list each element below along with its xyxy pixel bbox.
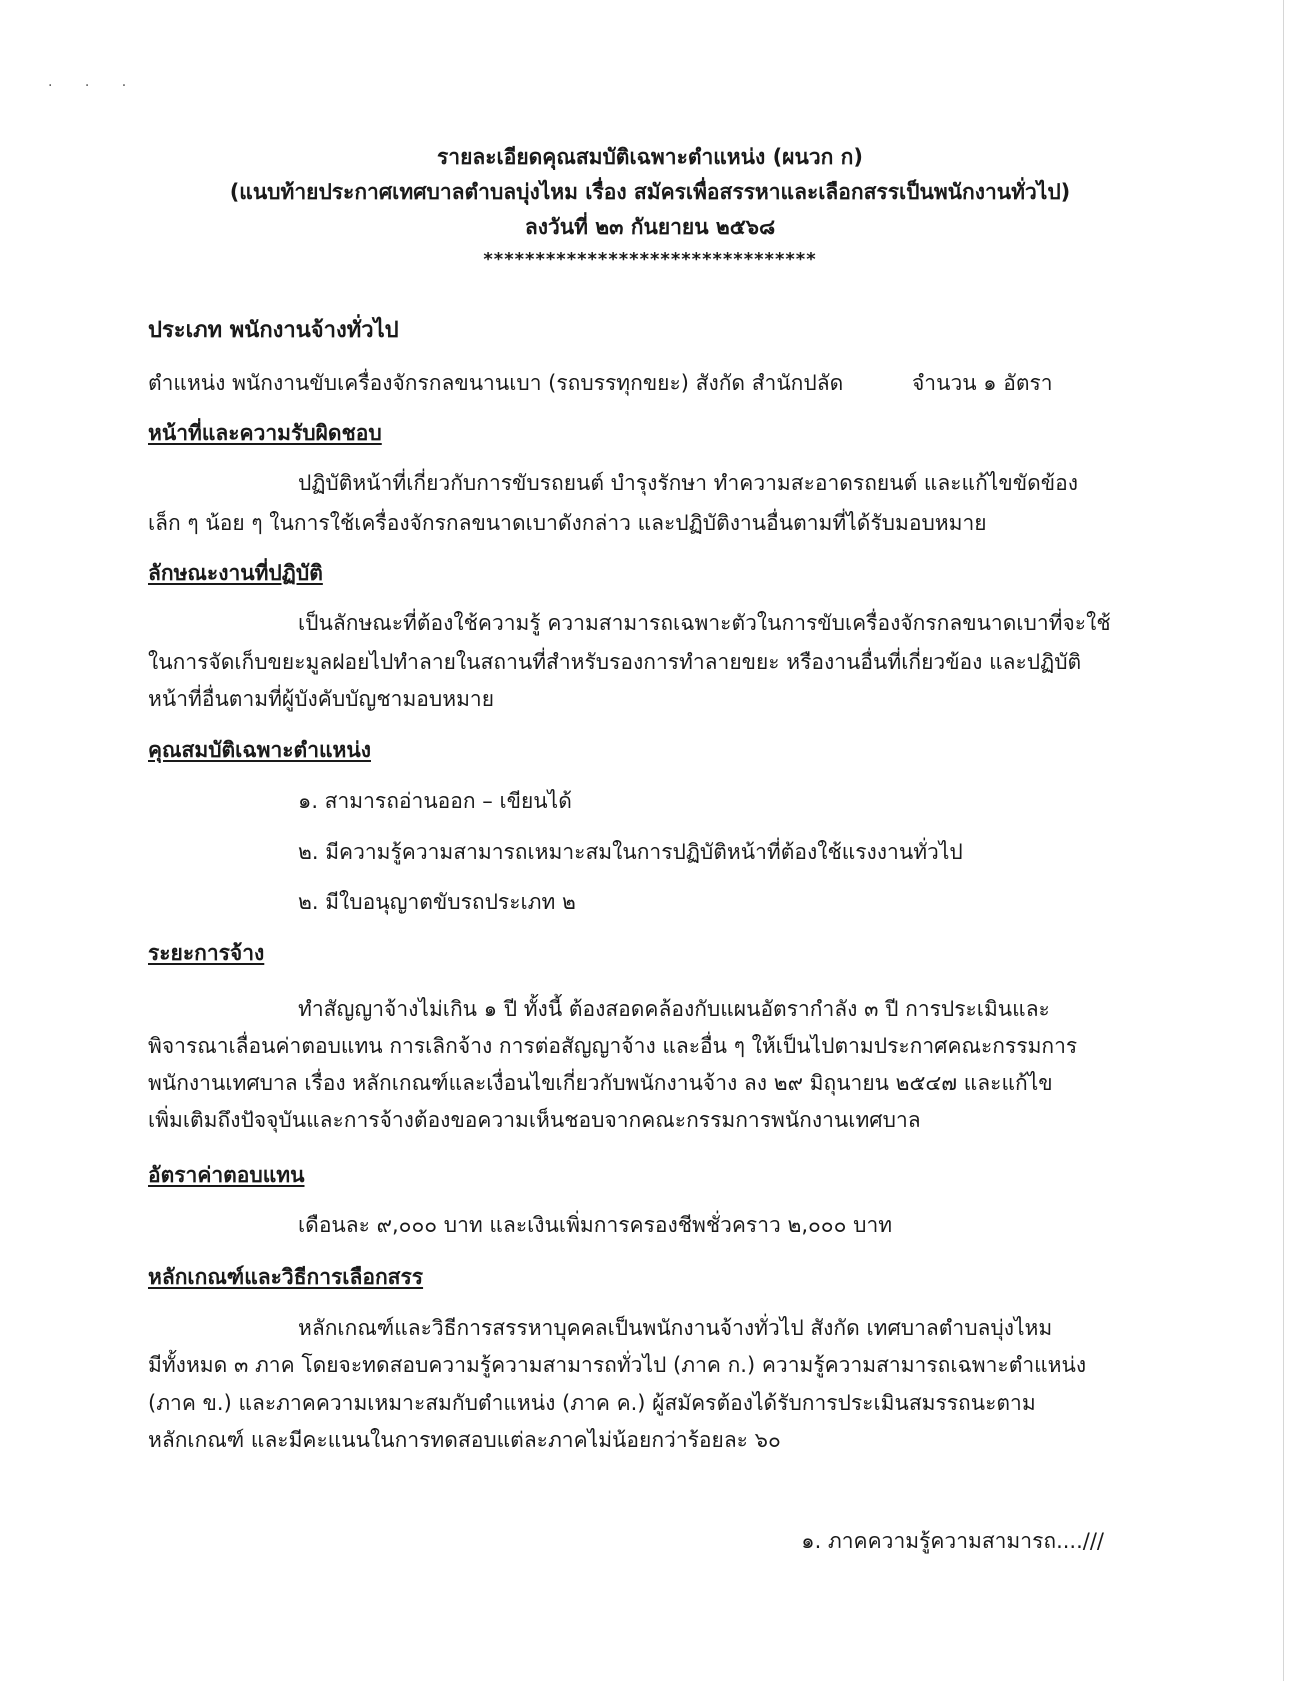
work-nature-line-3: หน้าที่อื่นตามที่ผู้บังคับบัญชามอบหมาย xyxy=(148,687,495,711)
selection-line-2: มีทั้งหมด ๓ ภาค โดยจะทดสอบความรู้ความสามารถทั่วไป (ภาค ก.) ความรู้ความสามารถเฉพาะตำแหน่ง xyxy=(148,1353,1087,1377)
employment-period-line-3: พนักงานเทศบาล เรื่อง หลักเกณฑ์และเงื่อนไขเกี่ยวกับพนักงานจ้าง ลง ๒๙ มิถุนายน ๒๕๔๗ และแก้ไข xyxy=(148,1071,1053,1095)
employment-period-line-1: ทำสัญญาจ้างไม่เกิน ๑ ปี ทั้งนี้ ต้องสอดคล้องกับแผนอัตรากำลัง ๓ ปี การประเมินและ xyxy=(298,997,1050,1021)
employment-period-line-4: เพิ่มเติมถึงปัจจุบันและการจ้างต้องขอความเห็นชอบจากคณะกรรมการพนักงานเทศบาล xyxy=(148,1108,921,1132)
position-line: ตำแหน่ง พนักงานขับเครื่องจักรกลขนานเบา (รถบรรทุกขยะ) สังกัด สำนักปลัด xyxy=(148,371,844,395)
compensation-heading: อัตราค่าตอบแทน xyxy=(148,1163,305,1187)
header-separator: ******************************** xyxy=(483,249,817,270)
employment-period-heading: ระยะการจ้าง xyxy=(148,941,265,965)
document-subtitle: (แนบท้ายประกาศเทศบาลตำบลบุ่งไหม เรื่อง สมัครเพื่อสรรหาและเลือกสรรเป็นพนักงานทั่วไป) xyxy=(229,180,1071,204)
selection-line-1: หลักเกณฑ์และวิธีการสรรหาบุคคลเป็นพนักงานจ้างทั่วไป สังกัด เทศบาลตำบลบุ่งไหม xyxy=(298,1316,1053,1340)
selection-line-3: (ภาค ข.) และภาคความเหมาะสมกับตำแหน่ง (ภาค ค.) ผู้สมัครต้องได้รับการประเมินสมรรถนะตาม xyxy=(148,1391,1036,1415)
duties-line-1: ปฏิบัติหน้าที่เกี่ยวกับการขับรถยนต์ บำรุงรักษา ทำความสะอาดรถยนต์ และแก้ไขขัดข้อง xyxy=(298,471,1078,495)
qualification-item: ๒. มีความรู้ความสามารถเหมาะสมในการปฏิบัติหน้าที่ต้องใช้แรงงานทั่วไป xyxy=(298,840,963,864)
document-date: ลงวันที่ ๒๓ กันยายน ๒๕๖๘ xyxy=(524,215,776,239)
qualification-item: ๑. สามารถอ่านออก – เขียนได้ xyxy=(298,789,572,813)
duties-line-2: เล็ก ๆ น้อย ๆ ในการใช้เครื่องจักรกลขนาดเบาดังกล่าว และปฏิบัติงานอื่นตามที่ได้รับมอบหมาย xyxy=(148,511,987,535)
work-nature-line-2: ในการจัดเก็บขยะมูลฝอยไปทำลายในสถานที่สำหรับรองการทำลายขยะ หรืองานอื่นที่เกี่ยวข้อง และปฏิบัติ xyxy=(148,650,1082,674)
selection-heading: หลักเกณฑ์และวิธีการเลือกสรร xyxy=(148,1265,424,1289)
compensation-line: เดือนละ ๙,๐๐๐ บาท และเงินเพิ่มการครองชีพชั่วคราว ๒,๐๐๐ บาท xyxy=(298,1213,893,1237)
continuation-note: ๑. ภาคความรู้ความสามารถ..../// xyxy=(801,1529,1104,1553)
employee-type: ประเภท พนักงานจ้างทั่วไป xyxy=(148,318,399,343)
work-nature-heading: ลักษณะงานที่ปฏิบัติ xyxy=(148,561,323,585)
qualifications-heading: คุณสมบัติเฉพาะตำแหน่ง xyxy=(148,738,371,762)
employment-period-line-2: พิจารณาเลื่อนค่าตอบแทน การเลิกจ้าง การต่อสัญญาจ้าง และอื่น ๆ ให้เป็นไปตามประกาศคณะกรรมการ xyxy=(148,1034,1078,1058)
document-title: รายละเอียดคุณสมบัติเฉพาะตำแหน่ง (ผนวก ก) xyxy=(437,145,863,169)
selection-line-4: หลักเกณฑ์ และมีคะแนนในการทดสอบแต่ละภาคไม่น้อยกว่าร้อยละ ๖๐ xyxy=(148,1428,781,1452)
work-nature-line-1: เป็นลักษณะที่ต้องใช้ความรู้ ความสามารถเฉพาะตัวในการขับเครื่องจักรกลขนาดเบาที่จะใช้ xyxy=(298,611,1111,635)
position-count: จำนวน ๑ อัตรา xyxy=(912,371,1053,395)
qualification-item: ๒. มีใบอนุญาตขับรถประเภท ๒ xyxy=(298,890,576,914)
duties-heading: หน้าที่และความรับผิดชอบ xyxy=(148,421,382,445)
scan-specks: · · · xyxy=(48,78,141,94)
